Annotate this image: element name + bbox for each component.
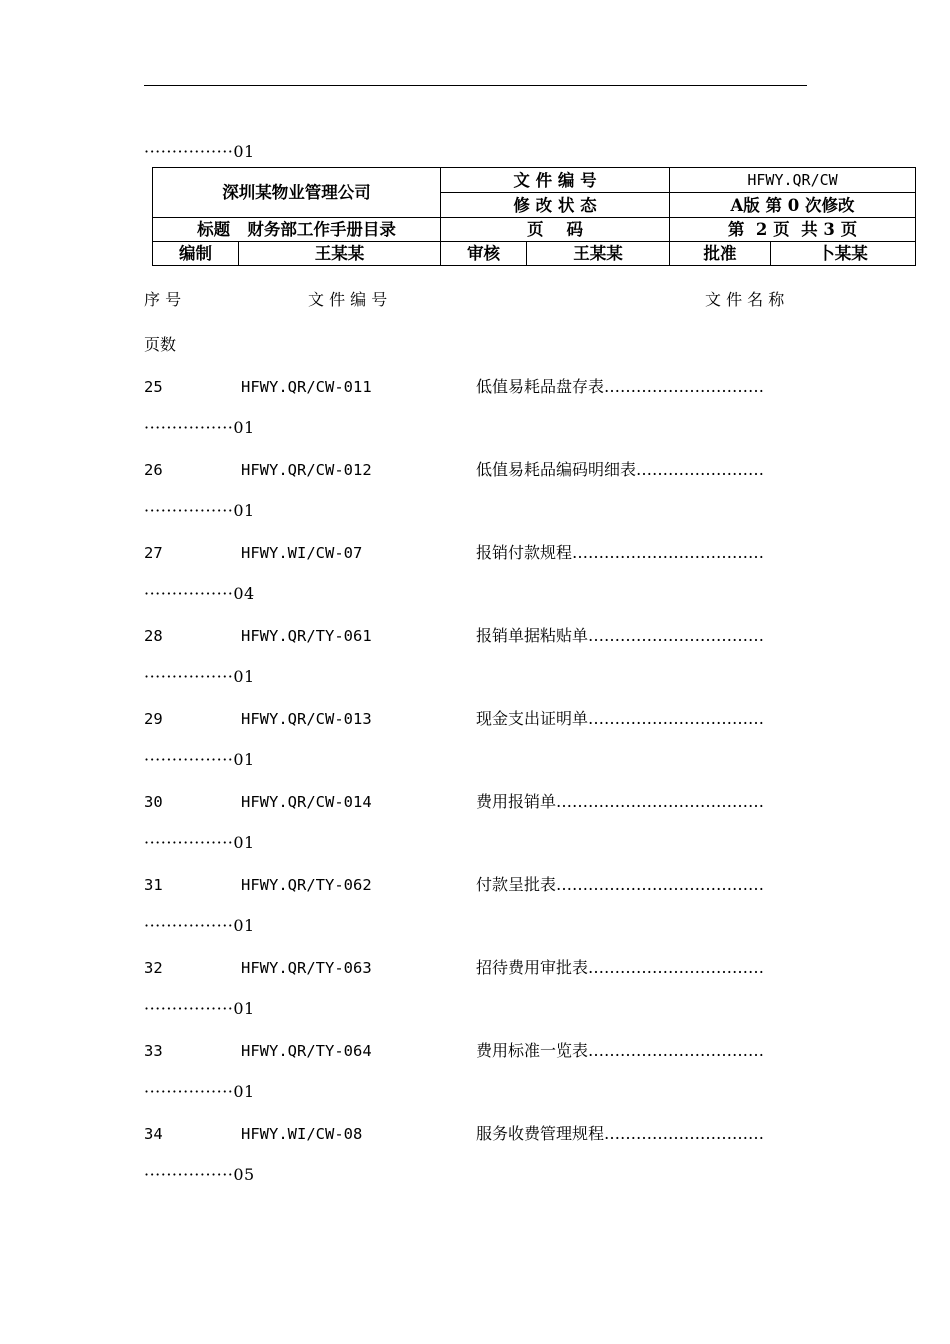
toc-entry-pages: ················01 bbox=[144, 1082, 255, 1101]
column-header-pages: 页数 bbox=[144, 335, 177, 354]
toc-entry-code: HFWY.QR/TY-062 bbox=[241, 876, 372, 894]
toc-entry-pages: ················01 bbox=[144, 916, 255, 935]
toc-entry-code: HFWY.QR/CW-013 bbox=[241, 710, 372, 728]
reviewed-by: 王某某 bbox=[527, 242, 670, 266]
toc-entry-pages: ················01 bbox=[144, 501, 255, 520]
toc-entry-seq: 27 bbox=[144, 544, 163, 562]
toc-entry-pages: ················01 bbox=[144, 667, 255, 686]
approved-by: 卜某某 bbox=[771, 242, 916, 266]
doc-no-label: 文 件 编 号 bbox=[441, 168, 670, 193]
toc-entry-pages: ················01 bbox=[144, 418, 255, 437]
toc-entry-name: 低值易耗品编码明细表…………………… bbox=[476, 460, 765, 479]
header-rule bbox=[144, 85, 807, 86]
toc-entry-pages: ················04 bbox=[144, 584, 255, 603]
revision-label: 修 改 状 态 bbox=[441, 193, 670, 218]
toc-entry-seq: 25 bbox=[144, 378, 163, 396]
toc-entry-name: 招待费用审批表…………………………… bbox=[476, 958, 765, 977]
toc-entry-code: HFWY.WI/CW-08 bbox=[241, 1125, 363, 1143]
toc-entry-name: 费用标准一览表…………………………… bbox=[476, 1041, 765, 1060]
prepared-by: 王某某 bbox=[239, 242, 441, 266]
document-header-table bbox=[152, 167, 916, 266]
toc-entry-code: HFWY.QR/CW-012 bbox=[241, 461, 372, 479]
toc-entry-seq: 31 bbox=[144, 876, 163, 894]
carryover-page-dots: ················01 bbox=[144, 142, 255, 161]
column-header-seq: 序 号 bbox=[144, 290, 182, 309]
toc-entry-name: 付款呈批表………………………………… bbox=[476, 875, 765, 894]
toc-entry-name: 现金支出证明单…………………………… bbox=[476, 709, 765, 728]
doc-no-value: HFWY.QR/CW bbox=[670, 168, 916, 193]
toc-entry-seq: 30 bbox=[144, 793, 163, 811]
toc-entry-pages: ················05 bbox=[144, 1165, 255, 1184]
toc-entry-code: HFWY.QR/TY-061 bbox=[241, 627, 372, 645]
toc-entry-seq: 28 bbox=[144, 627, 163, 645]
toc-entry-seq: 32 bbox=[144, 959, 163, 977]
revision-value: A版 第 0 次修改 bbox=[670, 193, 916, 218]
company-name: 深圳某物业管理公司 bbox=[153, 168, 441, 218]
toc-entry-seq: 33 bbox=[144, 1042, 163, 1060]
column-header-doc-no: 文 件 编 号 bbox=[308, 290, 388, 309]
toc-entry-seq: 26 bbox=[144, 461, 163, 479]
toc-entry-seq: 34 bbox=[144, 1125, 163, 1143]
toc-entry-pages: ················01 bbox=[144, 750, 255, 769]
toc-entry-pages: ················01 bbox=[144, 833, 255, 852]
page-label: 页 码 bbox=[441, 218, 670, 242]
title-label: 标题 财务部工作手册目录 bbox=[153, 218, 441, 242]
toc-entry-code: HFWY.QR/TY-063 bbox=[241, 959, 372, 977]
toc-entry-name: 服务收费管理规程………………………… bbox=[476, 1124, 765, 1143]
toc-entry-seq: 29 bbox=[144, 710, 163, 728]
toc-entry-name: 报销单据粘贴单…………………………… bbox=[476, 626, 765, 645]
reviewed-label: 审核 bbox=[441, 242, 527, 266]
toc-entry-name: 费用报销单………………………………… bbox=[476, 792, 765, 811]
toc-entry-pages: ················01 bbox=[144, 999, 255, 1018]
column-header-doc-name: 文 件 名 称 bbox=[705, 290, 785, 309]
toc-entry-code: HFWY.QR/TY-064 bbox=[241, 1042, 372, 1060]
page-value: 第 2 页 共 3 页 bbox=[670, 218, 916, 242]
toc-entry-code: HFWY.WI/CW-07 bbox=[241, 544, 363, 562]
toc-entry-name: 报销付款规程……………………………… bbox=[476, 543, 765, 562]
toc-entry-code: HFWY.QR/CW-011 bbox=[241, 378, 372, 396]
prepared-label: 编制 bbox=[153, 242, 239, 266]
toc-entry-name: 低值易耗品盘存表………………………… bbox=[476, 377, 765, 396]
toc-entry-code: HFWY.QR/CW-014 bbox=[241, 793, 372, 811]
approved-label: 批准 bbox=[670, 242, 771, 266]
